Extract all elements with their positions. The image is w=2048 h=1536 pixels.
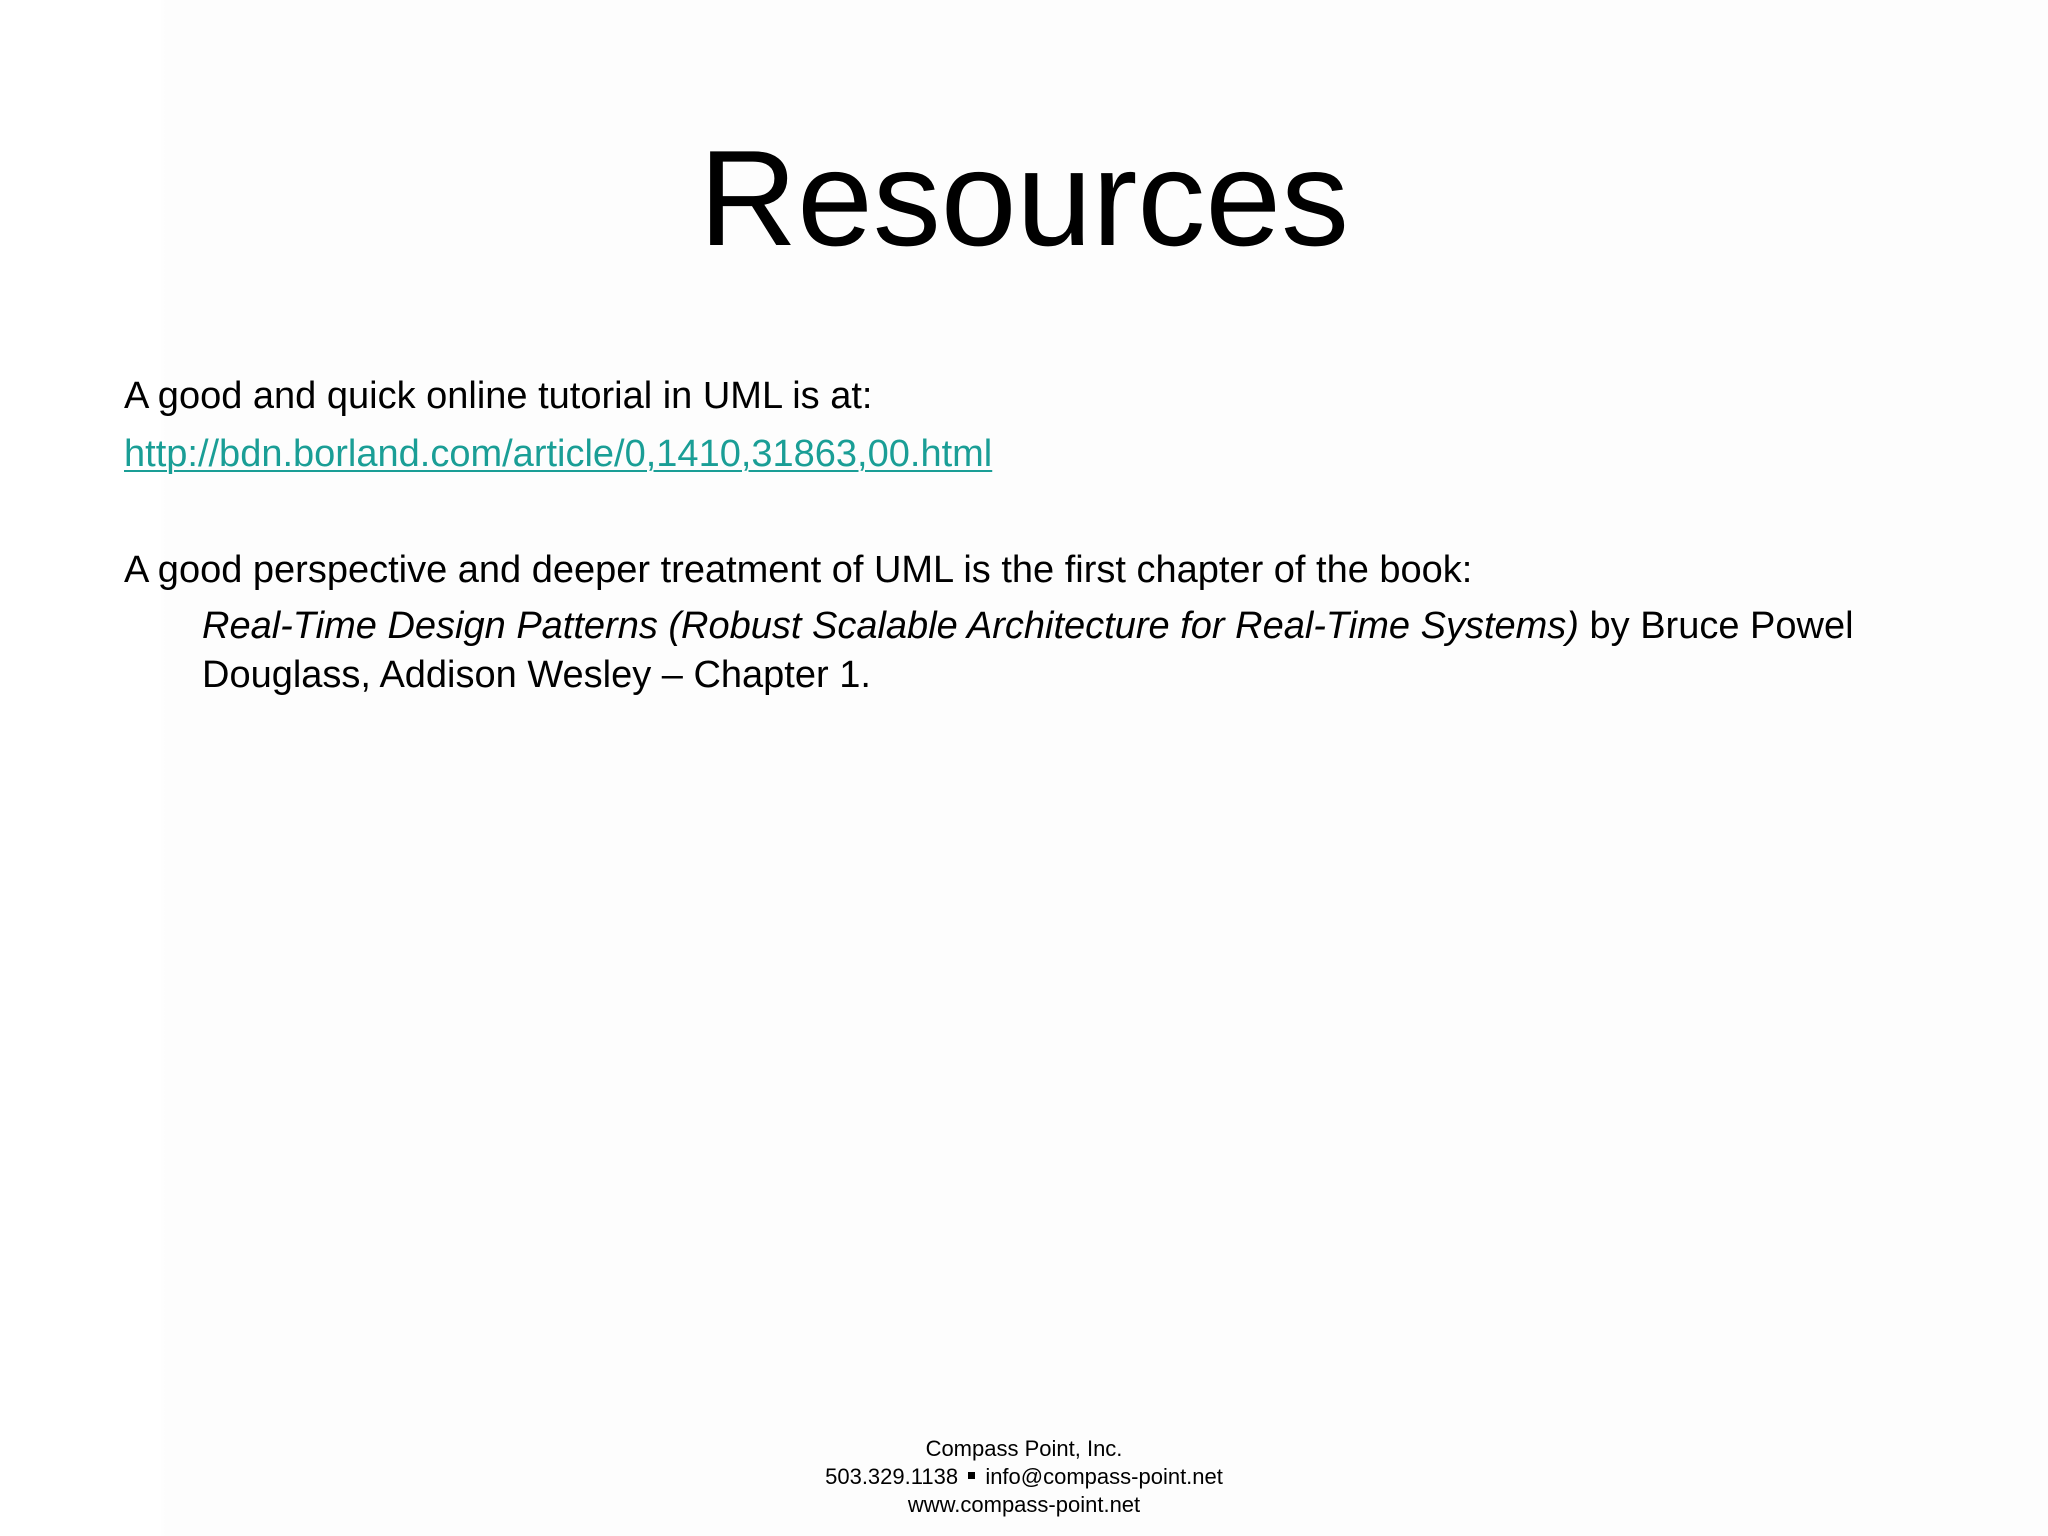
book-title: Real-Time Design Patterns (Robust Scalable Architecture for Real-Time Systems) [202,605,1579,647]
footer-company: Compass Point, Inc. [925,1436,1123,1461]
book-author-publisher: by Bruce Powel Douglass, Addison Wesley – Chapter 1. [202,605,1854,696]
footer-contact [0,1463,2048,1491]
page-title: Resources [698,122,1350,274]
footer-phone: 503.329.1138 [825,1464,959,1489]
footer-website: www.compass-point.net [907,1492,1141,1517]
tutorial-intro-text: A good and quick online tutorial in UML is at: [124,375,873,417]
book-reference [202,602,1862,700]
book-intro-text: A good perspective and deeper treatment of UML is the first chapter of the book: [124,549,1473,591]
footer-email: info@compass-point.net [985,1464,1223,1489]
tutorial-link[interactable]: http://bdn.borland.com/article/0,1410,31863,00.html [124,433,993,475]
footer [0,1435,2048,1519]
bullet-separator-icon [968,1472,975,1479]
